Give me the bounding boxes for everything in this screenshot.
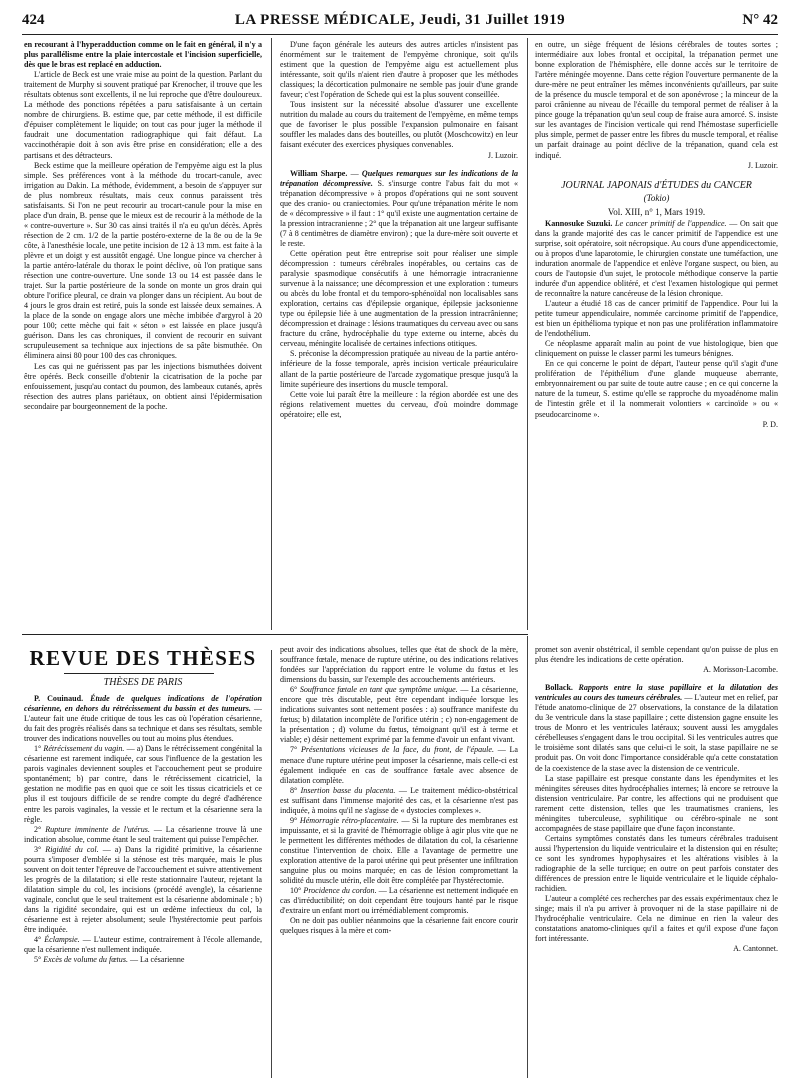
paragraph: L'article de Beck est une vraie mise au point de la question. Parlant du traitement de Murphy si souvent pratiqué par Krenocher, il trouve que les résultats obtenus sont excellents, il ne lui reproche que d'être douloureux. La méthode des ponctions répétées a paru satisfaisante à un certain nombre de chirurgiens. B. estime que, par cette méthode, il est difficile d'épuiser complètement le liquide; on tout cas pour juger la méthode il faudrait une documentation radiographique qui fait défaut. La vaccinothérapie doit à son avis être prise en considération; elle a des partisans et des détracteurs. bbox=[24, 70, 262, 160]
journal-title: LA PRESSE MÉDICALE, Jeudi, 31 Juillet 1919 bbox=[234, 12, 566, 28]
list-item: 9° Hémorragie rétro-placentaire. — Si la rupture des membranes est impuissante, et si la gravité de l'hémorragie oblige à agir plus vite que ne le permettent les différentes méthodes de dilatation du col, la césarienne constitue l'intervention de choix. Elle a l'avantage de permettre une exploration attentive de la paroi utérine qui peut présenter une infiltration sanguine plus ou moins marquée; en cas de lésion compromettant la solidité du muscle utérin, elle doit être complétée par l'hystérectomie. bbox=[280, 815, 518, 886]
article-body: — On sait que dans la grande majorité des cas le cancer primitif de l'appendice est une surprise, soit opératoire, soit nécropsique. Au cours d'une appendicectomie, ou à propos d'une laparotomie, le chirurgien constate une tuméfaction, une induration anormale de l'appendice et enlève l'organe suspect, ou bien, au cours de l'autopsie d'un sujet, le protocole méthodique conserve la partie indurée d'un appendice oblitéré, et c'est l'examen histologique qui permet de reconnaître la nature cancéreuse de la lésion chronique. bbox=[535, 218, 778, 298]
column-5 bbox=[280, 645, 518, 1080]
column-divider bbox=[271, 650, 272, 1078]
list-item: 5° Excès de volume du fœtus. — La césarienne bbox=[34, 955, 185, 965]
section-subtitle: THÈSES DE PARIS bbox=[103, 677, 183, 688]
section-title-rule bbox=[64, 673, 214, 674]
article-author: P. Couinaud. bbox=[34, 694, 84, 703]
list-item: 6° Souffrance fœtale en tant que symptôme unique. — La césarienne, encore que très discutable, peut être cependant indiquée lorsque les indications suivantes sont nettement posées : a) souffrance manifeste du fœtus; b) dilatation incomplète de l'orifice utérin ; c) non-engagement de la présentation ; d) volume du fœtus, témoignant qu'il est à terme et viable; e) désir nettement exprimé par la femme d'avoir un enfant vivant. bbox=[280, 685, 518, 745]
article-author: Bollack. bbox=[545, 683, 573, 693]
header-rule bbox=[22, 34, 778, 35]
column-4 bbox=[24, 645, 262, 1080]
paragraph: La stase papillaire est presque constante dans les épendymites et les méningites séreuses dites hydrocéphalies internes; là encore se retrouve la distension ventriculaire. Par contre, les affections qui ne produisent que rarement cette distension, telles que les traumatismes craniens, les méningites tuberculeuse, syphilitique ou cérébro-spinale ne sont accompagnées de stase papillaire que d'une façon inconstante. bbox=[535, 773, 778, 833]
list-item: 1° Rétrécissement du vagin. — a) Dans le rétrécissement congénital la césarienne est rarement indiquée, car sous l'influence de la gestation les parois vaginales deviennent souples et l'accouchement peut se produire spontanément; b) par contre, dans le rétrécissement cicatriciel, la gestation ne modifie pas en quoi que ce soit les tissus cicatriciels et ce plus il est toujours difficile de se rendre compte du degré d'adhérence entre les parois vaginales, la vessie et le rectum et la césarienne sera la règle. bbox=[24, 744, 262, 824]
section-title: REVUE DES THÈSES bbox=[29, 646, 257, 670]
signature: A. Morisson-Lacombe. bbox=[703, 665, 778, 675]
page-header bbox=[22, 10, 778, 32]
article-title: Rapports entre la stase papillaire et la dilatation des ventricules au cours des tumeurs cérébrales. bbox=[535, 683, 778, 703]
article-author: Kannosuke Suzuki. bbox=[545, 218, 613, 228]
journal-city: (Tokio) bbox=[643, 192, 670, 203]
signature: J. Luzoir. bbox=[487, 150, 518, 160]
article-body: — L'auteur fait une étude critique de tous les cas où l'opération césarienne, du fait des progrès réalisés dans sa technique et dans ses résultats, semble trouver des indications nouvelles ou tout au moins plus étendues. bbox=[24, 704, 262, 744]
article-title: Quelques remarques sur les indications de la trépanation décompressive. bbox=[280, 168, 518, 188]
paragraph: Beck estime que la meilleure opération de l'empyème aigu est la plus simple. Ses préférences vont à la méthode du trocart-canule, avec irrigation au Dakin. La méthode, évidemment, a besoin de s'appuyer sur de plus nombreux résultats, mais ceux connus paraissent très satisfaisants. Si l'on ne peut recourir au trocart-canule pour la mise en place d'un drain, B. pense que le mieux est de recourir à la méthode de la « contre-ouverture ». Sur 30 cas ainsi traités il n'a eu qu'un décès. Après résection de 2 cm. 1/2 de la partie postéro-externe de la 8e ou de la 9e côte, à l'anesthésie locale, une petite incision de 12 à 13 mm. est faite à la plèvre et un doigt y est aussitôt engagé. Une longue pince va chercher à la partie antéro-latérale du thorax le point déclive, où l'on pratique sans résection une contre-ouverture. Une sonde 13 ou 14 est passée dans le trajet. Sur la partie postérieure de la sonde on monte un gros drain qui obture l'orifice pleural, ce drain va plonger dans un récipient. Au bout de 4 jours le gros drain est retiré, puis la sonde est laissée deux semaines. A la place de la sonde on engage alors une mèche imbibée d'argyrol à 20 pour 100; cette mèche qui fait « séton » est laissée en place jusqu'à guérison. Dans les cas chroniques, il convient de recourir en suivant scrupuleusement sa technique aux injections de sa pâte bismuthée. On éliminera ainsi 80 pour 100 des cas chroniques. bbox=[24, 160, 262, 361]
article-author: William Sharpe. bbox=[290, 168, 348, 178]
column-1 bbox=[24, 40, 262, 632]
paragraph: L'auteur a étudié 18 cas de cancer primitif de l'appendice. Pour lui la petite tumeur appendiculaire, nommée carcinome primitif de l'appendice, est bien un épithélioma typique et non pas une prolifération inflammatoire de l'endothélium. bbox=[535, 298, 778, 339]
issue-number: N° 42 bbox=[742, 12, 778, 28]
paragraph: D'une façon générale les auteurs des autres articles n'insistent pas énormément sur le traitement de l'empyème chronique, soit qu'ils estiment que la question de l'empyème aigu est actuellement plus intéressante, soit qu'ils n'aient rien d'autre à proposer que les méthodes classiques; la décortication pulmonaire ne semble pas jouir d'une grande faveur; c'est l'opération de Schede qui est la plus souvent conseillée. bbox=[280, 40, 518, 100]
article-body: S. s'insurge contre l'abus fait du mot « trépanation décompressive » à propos d'opérations qui ne sont souvent que des cranio- ou craniectomies. Pour qu'une trépanation mérite le nom de « décompressive » il faut : 1° qu'il existe une augmentation certaine de la pression intracranienne ; 2° que la trépanation ait une largeur suffisante (7 à 8 centimètres de diamètre environ) ; que la dure-mère soit ouverte et le reste. bbox=[280, 178, 518, 248]
column-divider bbox=[271, 38, 272, 630]
signature: A. Cantonnet. bbox=[733, 944, 778, 954]
article-intro bbox=[535, 683, 778, 773]
paragraph: En ce qui concerne le point de départ, l'auteur pense qu'il s'agit d'une prolifération de l'épithélium d'une glande muqueuse aberrante, embryonnairement ou par suite de toute autre cause ; en ce qui concerne la nature de la tumeur, S. estime qu'elle se rapproche du myoadénome malin de l'intestin grêle et il la nommerait volontiers « carcinoïde » ou « pseudocarcinome ». bbox=[535, 359, 778, 419]
list-item: 8° Insertion basse du placenta. — Le traitement médico-obstétrical est suffisant dans l'immense majorité des cas, et la césarienne n'est pas indiquée, à moins qu'il ne s'agisse de « dystocies complexes ». bbox=[280, 785, 518, 815]
article-intro bbox=[24, 694, 262, 744]
paragraph: L'auteur a complété ces recherches par des essais expérimentaux chez le singe; mais il n'a pu arriver à provoquer ni de la stase papillaire ni de l'hydrocéphalie ventriculaire. Cela ne diminue en rien la valeur des constatations anatomo-cliniques qu'il a faites et qu'il expose d'une façon fort intéressante. bbox=[535, 894, 778, 944]
article-intro bbox=[535, 219, 778, 299]
list-item: 3° Rigidité du col. — a) Dans la rigidité primitive, la césarienne pourra s'imposer d'emblée si la sténose est très marquée, mais le plus souvent on doit tenter l'épreuve de l'accouchement et suivre attentivement les progrès de la dilatation; si elle reste stationnaire l'auteur, rejetant la dilatation simple du col, les incisions (procédé avengle), la césarienne vaginale, conclut que le seul traitement est la césarienne abdominale ; b) dans la rigidité secondaire, qui est un œdème infectieux du col, la césarienne est à rejeter absolument; seule l'hystérectomie peut parfois être indiquée. bbox=[24, 844, 262, 935]
paragraph: Ce néoplasme apparaît malin au point de vue histologique, bien que cliniquement on puisse le classer parmi les tumeurs bénignes. bbox=[535, 339, 778, 359]
list-item: 4° Éclampsie. — L'auteur estime, contrairement à l'école allemande, que la césarienne n'est nullement indiquée. bbox=[24, 935, 262, 955]
paragraph: Cette opération peut être entreprise soit pour réaliser une simple décompression : tumeurs cérébrales inopérables, ou certains cas de paralysie spasmodique consécutifs à une hémorragie intracranienne survenue à la naissance; une décompression et une exploration : tumeurs ou abcès du lobe frontal et du temporo-sphénoïdal non localisables sans exploration, certains cas d'épilepsie organique, épilepsie jacksonienne type ou épilepsie liée à une augmentation de la pression intracrânienne; décompression et drainage : lésions traumatiques du cerveau avec ou sans fracture du crâne, hydrocéphalie du type externe ou interne, abcès du cerveau, méningite localisée de certaines infections otitiques. bbox=[280, 248, 518, 349]
list-item: 10° Procidence du cordon. — La césarienne est nettement indiquée en cas d'irréductibilité; on doit cependant être toujours hanté par le risque d'extraire un enfant mort ou irrémédiablement compromis. bbox=[280, 886, 518, 916]
list-item: 2° Rupture imminente de l'utérus. — La césarienne trouve là une indication absolue, comme étant le seul traitement qui puisse l'empêcher. bbox=[24, 824, 262, 844]
paragraph: Tous insistent sur la nécessité absolue d'assurer une excellente nutrition du malade au cours du traitement de l'empyème, en même temps que de favoriser le plus possible l'expansion pulmonaire en faisant souffler les malades dans des bouteilles, ou plutôt (Moschcowitz) en leur faisant exécuter des exercices physiques convenables. bbox=[280, 100, 518, 150]
section-rule bbox=[22, 634, 528, 635]
article-title: Étude de quelques indications de l'opération césarienne, en dehors du rétrécissement du bassin et des tumeurs. bbox=[24, 694, 262, 714]
signature: J. Luzoir. bbox=[747, 160, 778, 170]
signature: P. D. bbox=[762, 419, 778, 429]
paragraph: peut avoir des indications absolues, telles que état de shock de la mère, souffrance fœtale, menace de rupture utérine, ou des indications relatives fondées sur l'appréciation du rapport entre le volume du fœtus et les dimensions du bassin, sur l'exemple des accouchements antérieurs. bbox=[280, 645, 518, 685]
paragraph: S. préconise la décompression pratiquée au niveau de la partie antéro-inférieure de la fosse temporale, après incision verticale préauriculaire allant de la partie postérieure de l'arcade zygomatique presque jusqu'à la limite supérieure des insertions du muscle temporal. bbox=[280, 349, 518, 389]
article-body: — L'auteur met en relief, par l'étude anatomo-clinique de 27 observations, la constance de la dilatation du 3e ventricule dans la stase papillaire ; cette distension gagne ensuite les trous de Monro et les ventricules latéraux; souvent aussi les amygdales cérébelleuses s'engagent dans le trou occipital. Si les ventricules autres que le troisième sont dilatés sans que celui-ci le soit, la stase papillaire ne se produit pas. On voit donc l'importance considérable qu'a cette constatation de la coexistence de la stase avec la distension de ce ventricule. bbox=[535, 693, 778, 773]
column-divider bbox=[527, 636, 528, 1078]
list-item: 7° Présentations vicieuses de la face, du front, de l'épaule. — La menace d'une rupture utérine peut imposer la césarienne, mais celle-ci est également indiquée en cas de souffrance fœtale avec absence de dilatation complète. bbox=[280, 745, 518, 785]
journal-heading: JOURNAL JAPONAIS d'ÉTUDES du CANCER bbox=[561, 179, 752, 191]
paragraph: Les cas qui ne guérissent pas par les injections bismuthées doivent être opérés. Beck conseille d'obtenir la cicatrisation de la poche par enfouissement, jusqu'au contact du poumon, des lambeaux cutanés, après résection des autres plans pariétaux, on obtient ainsi l'épidermisation secondaire par bourgeonnement de la poche. bbox=[24, 361, 262, 411]
column-6 bbox=[535, 645, 778, 1080]
column-divider bbox=[527, 38, 528, 630]
paragraph: en recourant à l'hyperadduction comme on le fait en général, il n'y a plus parallélisme entre la plaie intercostale et l'incision superficielle, dès que le bras est replacé en adduction. bbox=[24, 40, 262, 70]
column-3 bbox=[535, 40, 778, 632]
paragraph: Cette voie lui paraît être la meilleure : la région abordée est une des régions relativement muettes du cerveau, d'où moindre dommage opératoire; elle est, bbox=[280, 389, 518, 419]
page-number: 424 bbox=[22, 12, 45, 28]
paragraph: en outre, un siège fréquent de lésions cérébrales de toutes sortes ; intermédiaire aux lobes frontal et occipital, la trépanation permet une bonne exploration de l'hémisphère, elle donne accès sur le territoire de l'artère méningée moyenne. Dans cette région l'ouverture permanente de la dure-mère ne peut entraîner les mêmes inconvénients qu'ailleurs, par suite de la présence du muscle temporal et de son aponévrose ; la minceur de la paroi crânienne au niveau de l'écaille du temporal permet de réaliser à la pince gouge la trépanation qu'un seul coup de fraise aura amorcé. S. insiste sur les avantages de l'incision verticale qui rend l'hémostase superficielle plus simple, permet de passer entre les fibres du muscle temporal, et réalise un parfait drainage au point déclive de la trépanation, quand cela est indiqué. bbox=[535, 40, 778, 160]
paragraph: promet son avenir obstétrical, il semble cependant qu'on puisse de plus en plus étendre les indications de cette opération. bbox=[535, 645, 778, 665]
article-intro: William Sharpe. — Quelques remarques sur les indications de la trépanation décompressive. S. s'insurge contre l'abus fait du mot « trépanation décompressive » à propos d'opérations qui ne sont souvent que des cranio- ou craniectomies. Pour qu'une trépanation mérite le nom de « décompressive » il faut : 1° qu'il existe une augmentation certaine de la pression intracranienne ; 2° que la trépanation ait une largeur suffisante (7 à 8 centimètres de diamètre environ) ; que la dure-mère soit ouverte et le reste. bbox=[280, 168, 518, 248]
article-title: Le cancer primitif de l'appendice. bbox=[615, 218, 727, 228]
paragraph: On ne doit pas oublier néanmoins que la césarienne fait encore courir quelques risques à la mère et com- bbox=[280, 916, 518, 936]
journal-volume: Vol. XIII, n° 1, Mars 1919. bbox=[607, 206, 706, 217]
paragraph: Certains symptômes constatés dans les tumeurs cérébrales traduisent aussi l'hypertension du liquide ventriculaire et la distension qui en résulte; ce sont les syndromes hypophysaires et les altérations visibles à la radiographie de la selle turcique; en outre on peut parfois constater des différences de pression entre le liquide ventriculaire et le liquide céphalo-rachidien. bbox=[535, 833, 778, 894]
column-2 bbox=[280, 40, 518, 632]
